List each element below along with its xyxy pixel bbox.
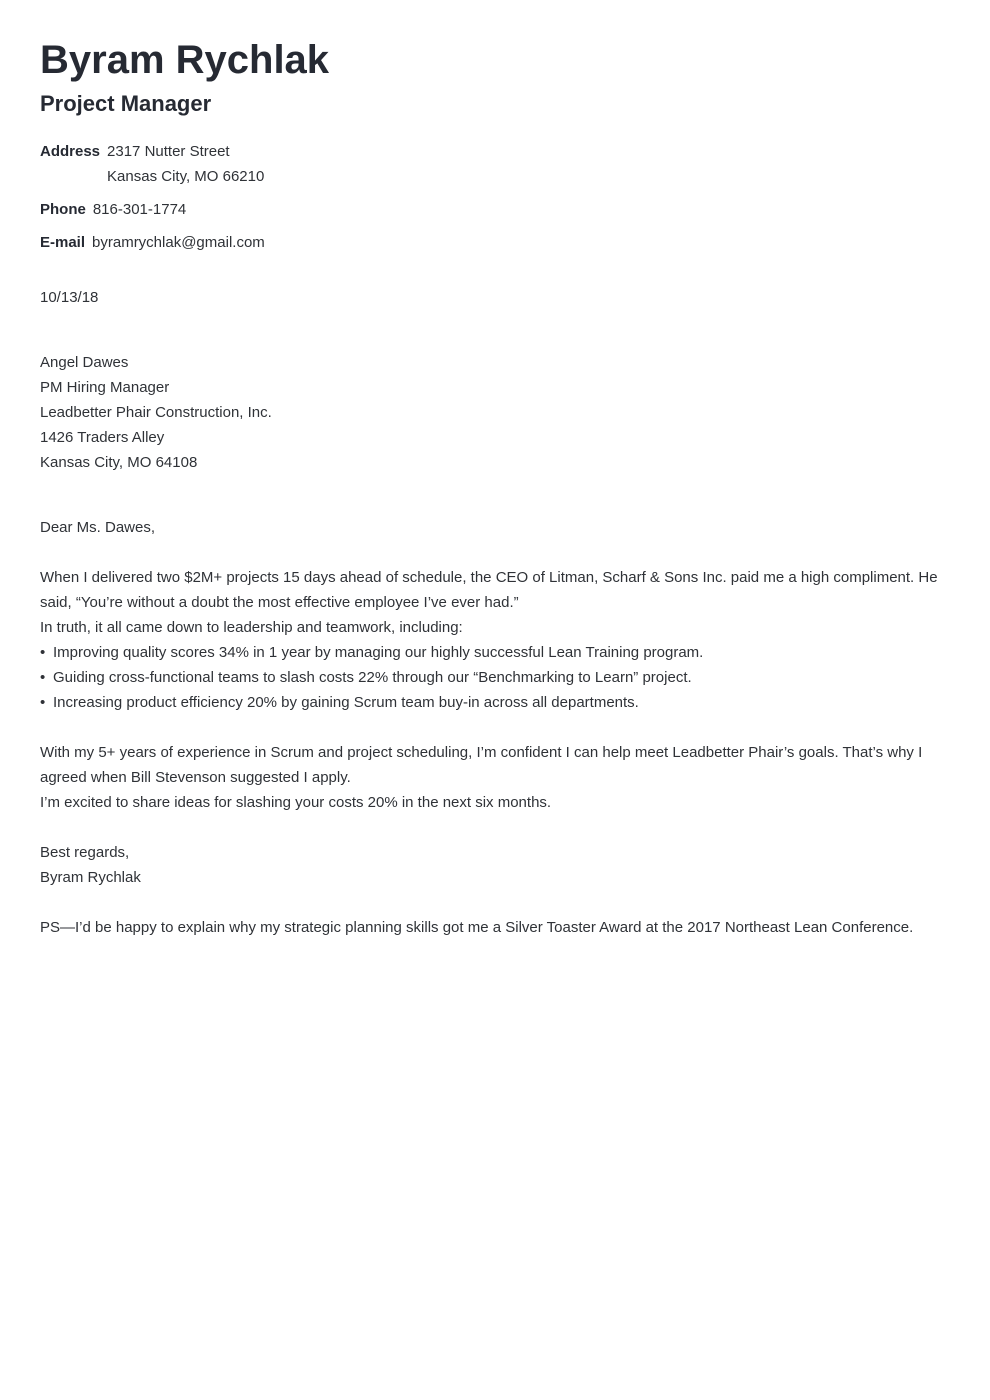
bullet-item	[40, 665, 950, 690]
email-label: E-mail	[40, 234, 86, 251]
recipient-company: Leadbetter Phair Construction, Inc.	[40, 404, 272, 421]
contact-email	[40, 230, 265, 255]
signoff-text: Best regards,	[40, 844, 130, 861]
lead-in-text: In truth, it all came down to leadership and teamwork, including:	[40, 619, 463, 636]
postscript-text: PS—I’d be happy to explain why my strategic planning skills got me a Silver Toaster Award at the 2017 Northeast Lean Conference.	[40, 919, 914, 936]
closing-line: I’m excited to share ideas for slashing your costs 20% in the next six months.	[40, 794, 552, 811]
recipient-street: 1426 Traders Alley	[40, 429, 165, 446]
bullet-symbol: •	[40, 644, 46, 661]
address-label: Address	[40, 143, 101, 160]
phone-value: 816-301-1774	[92, 201, 187, 218]
date-text: 10/13/18	[40, 289, 99, 306]
signoff-section	[40, 840, 950, 890]
recipient-position: PM Hiring Manager	[40, 379, 170, 396]
intro-section	[40, 565, 950, 715]
recipient-name: Angel Dawes	[40, 354, 129, 371]
body-section	[40, 740, 950, 815]
letter-date	[40, 285, 950, 310]
bullet-text: Improving quality scores 34% in 1 year by managing our highly successful Lean Training program.	[53, 644, 704, 661]
postscript	[40, 915, 950, 940]
bullet-text: Guiding cross-functional teams to slash costs 22% through our “Benchmarking to Learn” project.	[53, 669, 692, 686]
address-line-1: 2317 Nutter Street	[107, 143, 230, 160]
signature-name: Byram Rychlak	[40, 869, 141, 886]
applicant-title: Project Manager	[40, 91, 212, 116]
recipient-block	[40, 350, 950, 475]
bullet-text: Increasing product efficiency 20% by gaining Scrum team buy-in across all departments.	[53, 694, 639, 711]
bullet-symbol: •	[40, 694, 46, 711]
salutation-text: Dear Ms. Dawes,	[40, 519, 156, 536]
recipient-city: Kansas City, MO 64108	[40, 454, 198, 471]
body-paragraph: With my 5+ years of experience in Scrum and project scheduling, I’m confident I can help meet Leadbetter Phair’s goals. That’s why I agreed when Bill Stevenson suggested I apply.	[40, 744, 923, 786]
bullet-symbol: •	[40, 669, 46, 686]
contact-phone	[40, 197, 265, 222]
address-value	[107, 139, 264, 189]
address-line-2: Kansas City, MO 66210	[107, 168, 265, 185]
bullet-item	[40, 690, 950, 715]
intro-paragraph: When I delivered two $2M+ projects 15 days ahead of schedule, the CEO of Litman, Scharf & Sons Inc. paid me a high compliment. He said, “You’re without a doubt the most effective employee I’ve ever had.”	[40, 569, 938, 611]
applicant-name: Byram Rychlak	[40, 38, 330, 82]
contact-address	[40, 139, 265, 189]
email-value: byramrychlak@gmail.com	[92, 234, 265, 251]
bullet-item	[40, 640, 950, 665]
contact-info	[40, 139, 265, 263]
phone-label: Phone	[40, 201, 86, 218]
salutation	[40, 515, 950, 540]
